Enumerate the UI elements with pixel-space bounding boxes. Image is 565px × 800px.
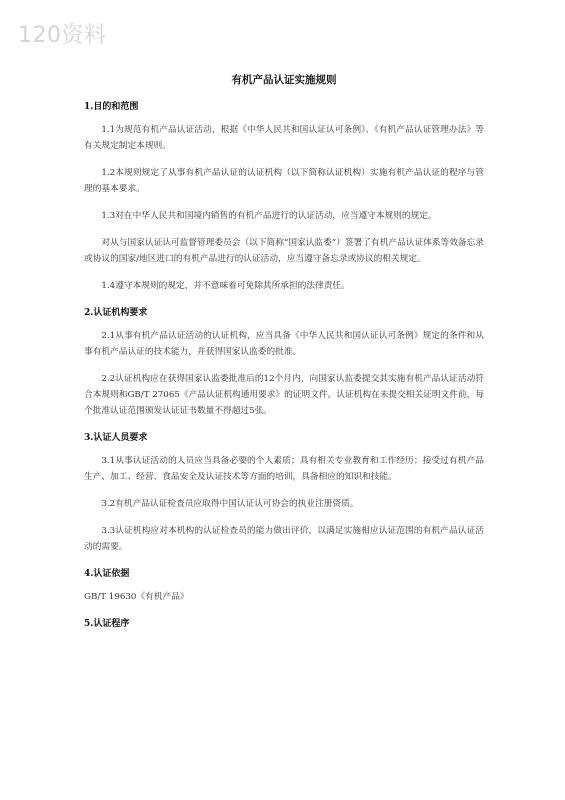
paragraph-2-1: 2.1从事有机产品认证活动的认证机构，应当具备《中华人民共和国认证认可条例》规定的条件和从事有机产品认证的技术能力，并获得国家认监委的批准。 bbox=[84, 331, 484, 357]
section-3-heading: 3.认证人员要求 bbox=[84, 433, 148, 443]
paragraph-1-3: 1.3对在中华人民共和国境内销售的有机产品进行的认证活动，应当遵守本规则的规定。 bbox=[101, 211, 437, 221]
paragraph-1-4: 1.4遵守本规则的规定，并不意味着可免除其所承担的法律责任。 bbox=[101, 281, 350, 291]
section-4-heading: 4.认证依据 bbox=[84, 569, 130, 579]
paragraph-3-1: 3.1从事认证活动的人员应当具备必要的个人素质；具有相关专业教育和工作经历；接受过有机产品生产、加工、经营、食品安全及认证技术等方面的培训，具备相应的知识和技能。 bbox=[84, 456, 484, 482]
section-5-heading: 5.认证程序 bbox=[84, 619, 130, 629]
paragraph-3-2: 3.2有机产品认证检查员应取得中国认证认可协会的执业注册资质。 bbox=[101, 499, 359, 509]
paragraph-1-2: 1.2本规则规定了从事有机产品认证的认证机构（以下简称认证机构）实施有机产品认证的程序与管理的基本要求。 bbox=[84, 168, 484, 194]
document-title: 有机产品认证实施规则 bbox=[231, 74, 337, 86]
section-1-heading: 1.目的和范围 bbox=[84, 102, 139, 112]
paragraph-1-3-note: 对从与国家认证认可监督管理委员会（以下简称“国家认监委”）签署了有机产品认证体系等效备忘录或协议的国家/地区进口的有机产品进行的认证活动，应当遵守备忘录或协议的相关规定。 bbox=[84, 238, 484, 264]
document-body bbox=[84, 72, 484, 629]
paragraph-1-1: 1.1为规范有机产品认证活动，根据《中华人民共和国认证认可条例》、《有机产品认证管理办法》等有关规定制定本规则。 bbox=[84, 125, 484, 151]
watermark-logo: 120资料 bbox=[18, 23, 107, 48]
paragraph-3-3: 3.3认证机构应对本机构的认证检查员的能力做出评价，以满足实施相应认证范围的有机产品认证活动的需要。 bbox=[84, 526, 484, 552]
paragraph-2-2: 2.2认证机构应在获得国家认监委批准后的12个月内，向国家认监委提交其实施有机产品认证活动符合本规则和GB/T 27065《产品认证机构通用要求》的证明文件。认证机构在未提交相关证明文件前，每个批准认证范围颁发认证证书数量不得超过5张。 bbox=[84, 374, 484, 416]
section-2-heading: 2.认证机构要求 bbox=[84, 308, 148, 318]
paragraph-4-standard: GB/T 19630《有机产品》 bbox=[84, 592, 189, 602]
